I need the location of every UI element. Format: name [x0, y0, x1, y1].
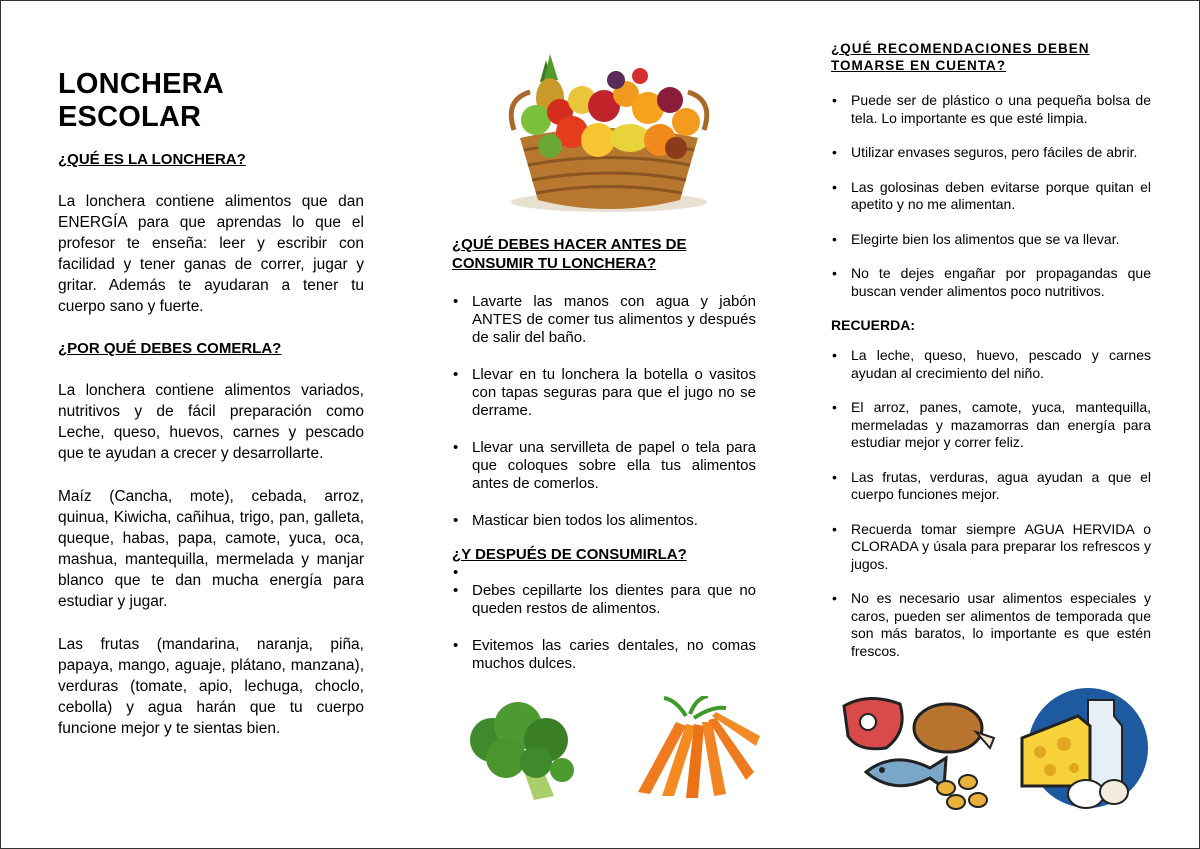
- paragraph-que-es: La lonchera contiene alimentos que dan ENERGÍA para que aprendas lo que el profesor te enseña: leer y escribir con facilidad y tener ganas de correr, jugar y gritar. Además te ayudaran a tener tu cuerpo sano y fuerte.: [58, 193, 364, 315]
- list-item: • No te dejes engañar por propagandas que buscan vender alimentos poco nutritivos.: [831, 265, 1151, 300]
- list-item: • Evitemos las caries dentales, no comas muchos dulces.: [452, 637, 756, 673]
- list-item: • Lavarte las manos con agua y jabón ANTES de comer tus alimentos y después de salir del baño.: [452, 293, 756, 347]
- heading-que-es: ¿QUÉ ES LA LONCHERA?: [58, 151, 246, 168]
- heading-recuerda: RECUERDA:: [831, 317, 915, 333]
- heading-antes: ¿QUÉ DEBES HACER ANTES DE CONSUMIR TU LONCHERA?: [452, 236, 687, 272]
- list-item: • Puede ser de plástico o una pequeña bolsa de tela. Lo importante es que esté limpia.: [831, 92, 1151, 127]
- heading-por-que: ¿POR QUÉ DEBES COMERLA?: [58, 340, 282, 357]
- column-right: [831, 40, 1151, 677]
- list-item: • Las golosinas deben evitarse porque quitan el apetito y no me alimentan.: [831, 179, 1151, 214]
- list-despues: [452, 564, 756, 673]
- list-item: • Las frutas, verduras, agua ayudan a que el cuerpo funciones mejor.: [831, 469, 1151, 504]
- paragraph-por-que: La lonchera contiene alimentos variados, nutritivos y de fácil preparación como Leche, queso, huevos, carnes y pescado que te ayudan a crecer y desarrollarte.: [58, 382, 364, 462]
- protein-foods-image: [838, 692, 998, 812]
- broccoli-image: [462, 700, 578, 804]
- paragraph-energia: Maíz (Cancha, mote), cebada, arroz, quinua, Kiwicha, cañihua, trigo, pan, galleta, queque, habas, papa, camote, yuca, oca, mashua, mantequilla, mermelada y manjar blanco que te dan mucha energía para estudiar y jugar.: [58, 488, 364, 610]
- list-item: [452, 564, 756, 582]
- column-middle: [452, 235, 756, 692]
- dairy-foods-image: [1018, 686, 1150, 810]
- list-item: • El arroz, panes, camote, yuca, mantequilla, mermeladas y mazamorras dan energía para estudiar mejor y correr feliz.: [831, 399, 1151, 452]
- heading-despues: ¿Y DESPUÉS DE CONSUMIRLA?: [452, 546, 687, 563]
- list-item: • Masticar bien todos los alimentos.: [452, 512, 756, 530]
- paragraph-frutas: Las frutas (mandarina, naranja, piña, papaya, mango, aguaje, plátano, manzana), verduras (tomate, apio, lechuga, choclo, cebolla) y agua harán que tu cuerpo funcione mejor y te sientas bien.: [58, 636, 364, 737]
- list-item: • Elegirte bien los alimentos que se va llevar.: [831, 231, 1151, 249]
- list-item: • Utilizar envases seguros, pero fáciles de abrir.: [831, 144, 1151, 162]
- list-item: • Recuerda tomar siempre AGUA HERVIDA o CLORADA y úsala para preparar los refrescos y jugos.: [831, 521, 1151, 574]
- list-item: • La leche, queso, huevo, pescado y carnes ayudan al crecimiento del niño.: [831, 347, 1151, 382]
- list-antes: [452, 293, 756, 530]
- fruit-basket-image: [500, 50, 718, 218]
- list-item: • Llevar en tu lonchera la botella o vasitos con tapas seguras para que el jugo no se derrame.: [452, 366, 756, 420]
- list-recomendaciones: [831, 92, 1151, 300]
- carrots-image: [616, 696, 760, 800]
- list-recuerda: [831, 347, 1151, 660]
- list-item: • No es necesario usar alimentos especiales y caros, pueden ser alimentos de temporada que son más baratos, lo importante es que estén frescos.: [831, 590, 1151, 660]
- column-left: [58, 68, 364, 739]
- heading-recomendaciones: ¿QUÉ RECOMENDACIONES DEBEN TOMARSE EN CUENTA?: [831, 41, 1090, 73]
- list-item: • Llevar una servilleta de papel o tela para que coloques sobre ella tus alimentos antes de comerlos.: [452, 439, 756, 493]
- list-item: • Debes cepillarte los dientes para que no queden restos de alimentos.: [452, 582, 756, 618]
- page-title: LONCHERA ESCOLAR: [58, 68, 223, 133]
